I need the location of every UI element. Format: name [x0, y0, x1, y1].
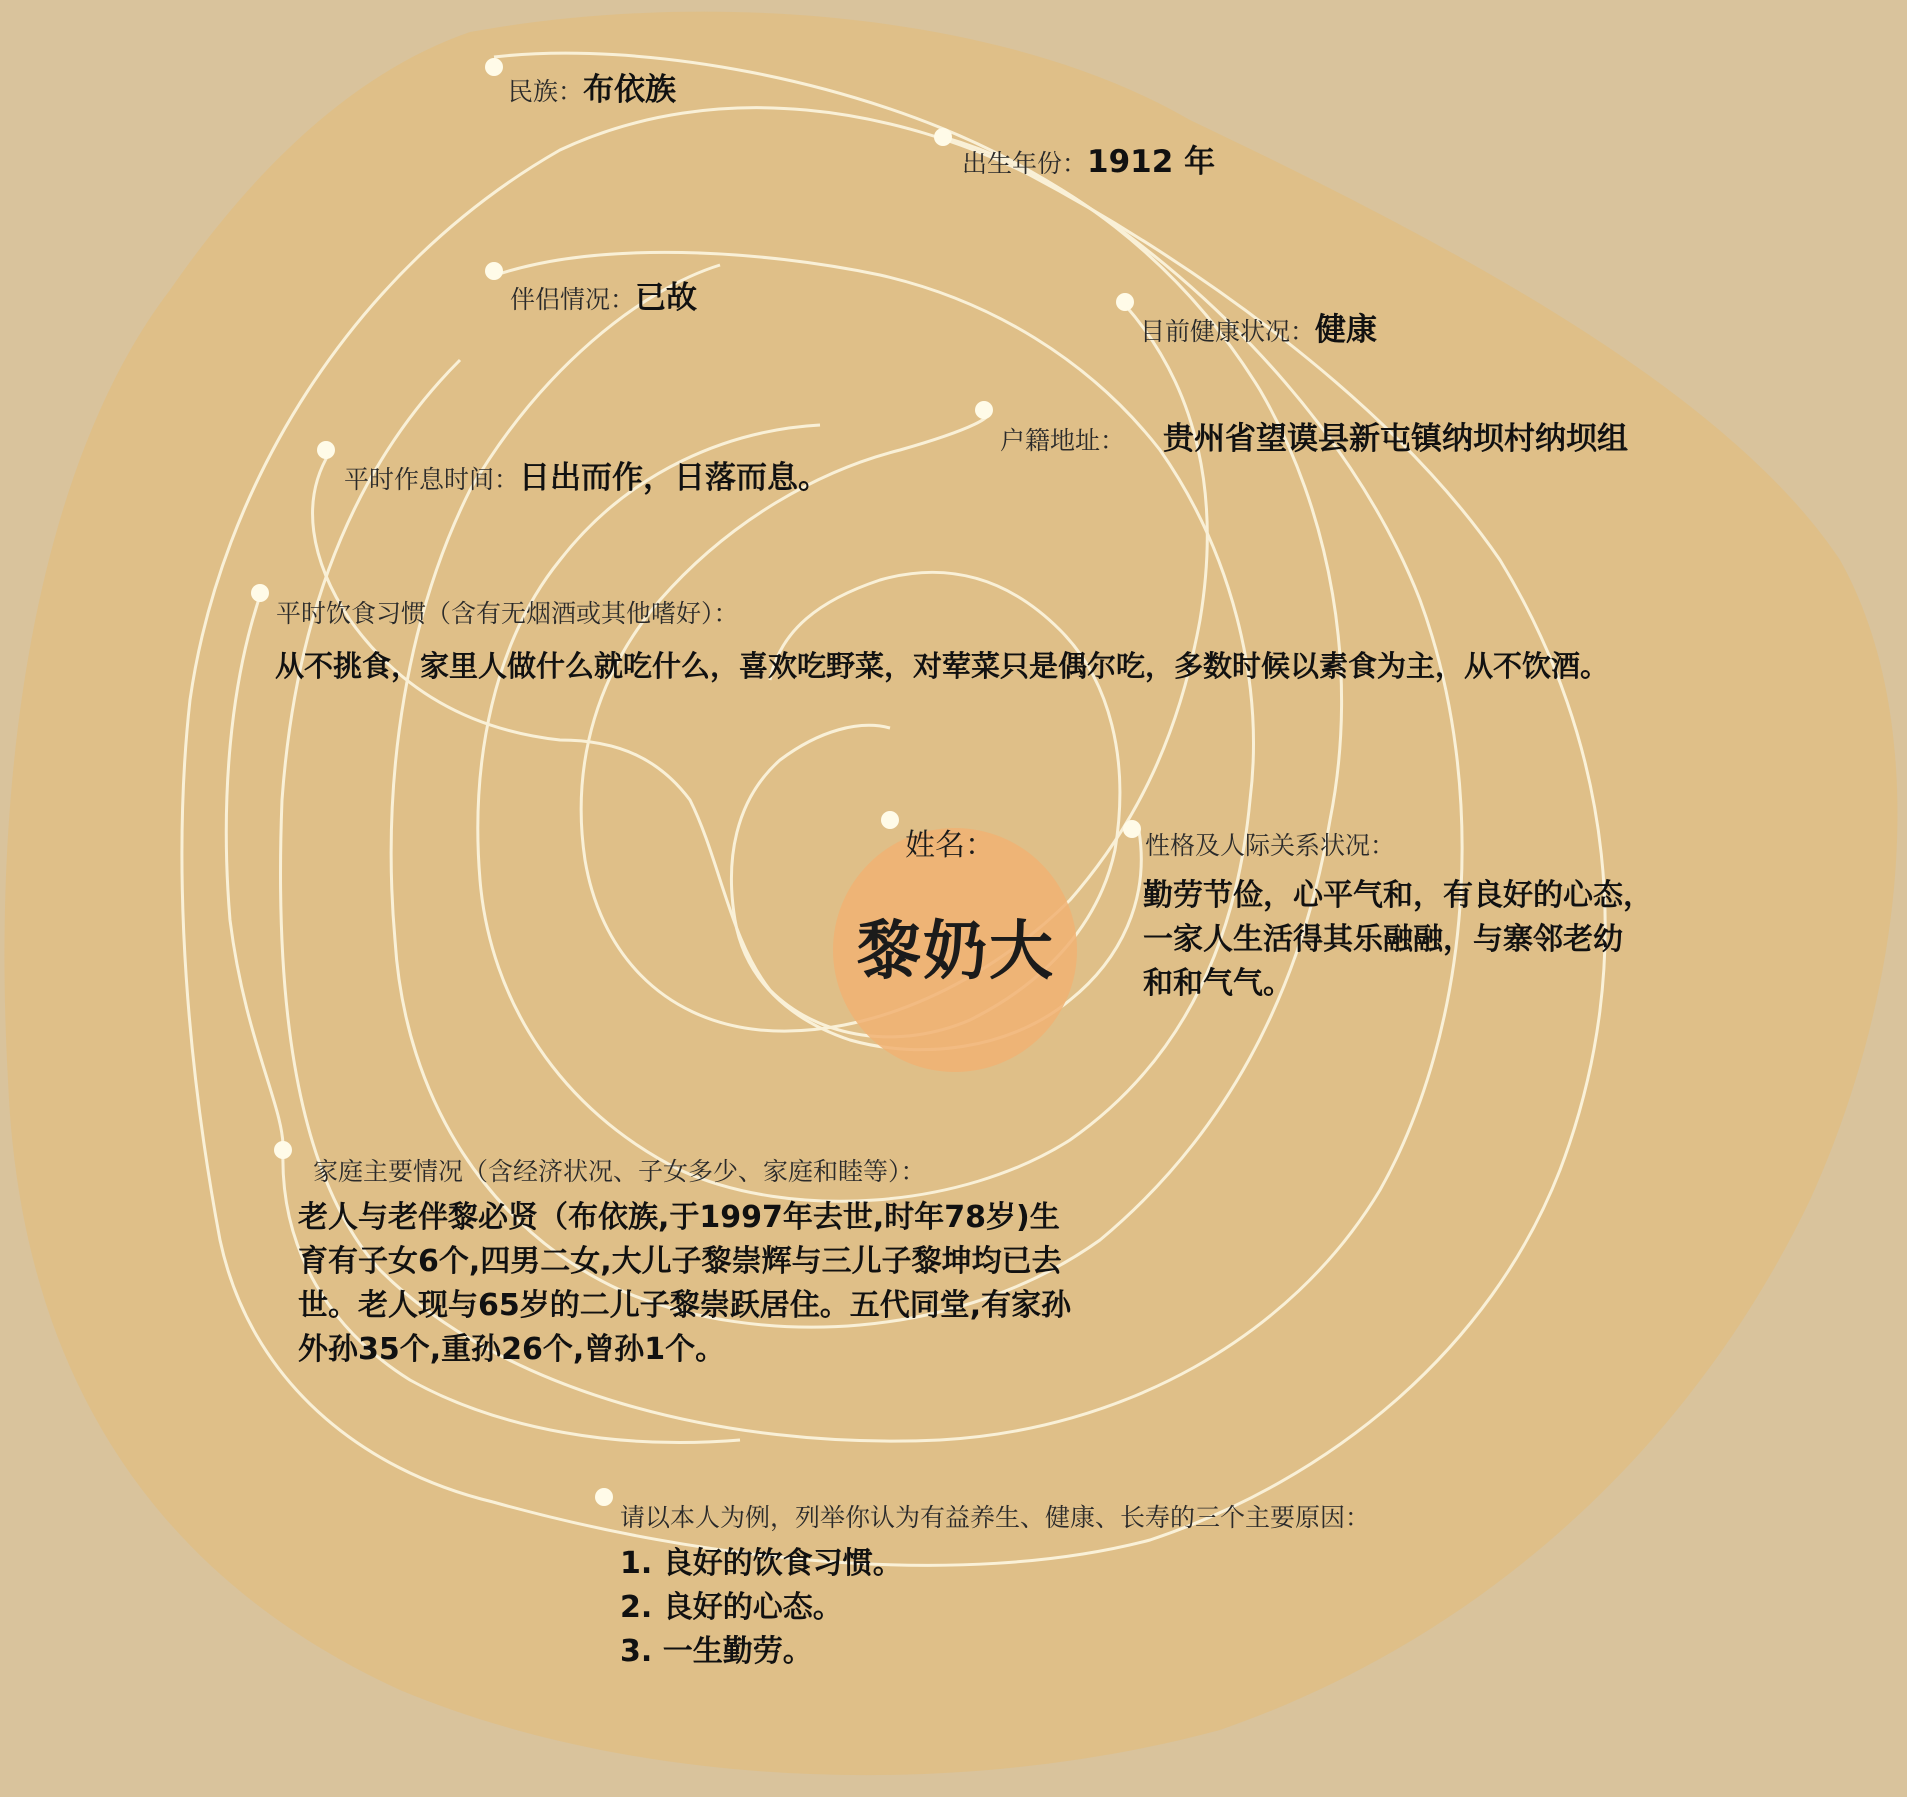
family-text — [298, 1196, 1258, 1372]
ethnicity-label: 民族： — [508, 77, 584, 106]
personality-line: 和和气气。 — [1143, 966, 1293, 1001]
marker-dot — [934, 128, 952, 146]
family-line: 外孙35个,重孙26个,曾孙1个。 — [298, 1332, 726, 1367]
schedule-label: 平时作息时间： — [344, 465, 520, 494]
marker-dot — [881, 811, 899, 829]
family-line: 育有子女6个,四男二女,大儿子黎崇辉与三儿子黎坤均已去 — [298, 1244, 1062, 1279]
marker-dot — [274, 1141, 292, 1159]
marker-dot — [485, 262, 503, 280]
personality-line: 勤劳节俭，心平气和，有良好的心态， — [1143, 878, 1653, 913]
health-row — [1140, 304, 1377, 349]
birth-year-row — [962, 136, 1215, 181]
marker-dot — [975, 401, 993, 419]
address-value: 贵州省望谟县新屯镇纳坝村纳坝组 — [1163, 421, 1629, 457]
marker-dot — [595, 1488, 613, 1506]
ethnicity-value: 布依族 — [583, 72, 677, 108]
address-row — [1000, 413, 1628, 458]
name-label: 姓名： — [905, 828, 995, 863]
personality-label: 性格及人际关系状况： — [1145, 831, 1396, 860]
family-label: 家庭主要情况（含经济状况、子女多少、家庭和睦等）： — [313, 1157, 926, 1186]
ethnicity-row — [508, 64, 676, 109]
partner-value: 已故 — [635, 280, 698, 316]
diet-label: 平时饮食习惯（含有无烟酒或其他嗜好）： — [276, 599, 739, 628]
reason-item: 2. 良好的心态。 — [620, 1590, 843, 1625]
diet-value: 从不挑食，家里人做什么就吃什么，喜欢吃野菜，对荤菜只是偶尔吃，多数时候以素食为主，从不饮酒。 — [275, 649, 1610, 683]
personality-line: 一家人生活得其乐融融，与寨邻老幼 — [1143, 922, 1623, 957]
birth-year-label: 出生年份： — [962, 149, 1088, 178]
marker-dot — [251, 584, 269, 602]
birth-year-value: 1912 年 — [1087, 144, 1216, 180]
marker-dot — [1116, 293, 1134, 311]
schedule-value: 日出而作，日落而息。 — [519, 460, 830, 496]
family-line: 老人与老伴黎必贤（布依族,于1997年去世,时年78岁)生 — [298, 1200, 1060, 1235]
partner-label: 伴侣情况： — [510, 285, 636, 314]
marker-dot — [485, 58, 503, 76]
family-line: 世。老人现与65岁的二儿子黎崇跃居住。五代同堂,有家孙 — [298, 1288, 1072, 1323]
health-label: 目前健康状况： — [1140, 317, 1316, 346]
reason-item: 1. 良好的饮食习惯。 — [620, 1546, 903, 1581]
partner-row — [510, 272, 697, 317]
health-value: 健康 — [1315, 312, 1378, 348]
schedule-row — [344, 452, 829, 497]
reason-item: 3. 一生勤劳。 — [620, 1634, 813, 1669]
marker-dot — [1123, 820, 1141, 838]
person-name: 黎奶大 — [857, 914, 1055, 989]
reasons-label: 请以本人为例，列举你认为有益养生、健康、长寿的三个主要原因： — [620, 1503, 1371, 1532]
reasons-list — [620, 1542, 1220, 1674]
marker-dot — [317, 441, 335, 459]
address-label: 户籍地址： — [1000, 426, 1126, 455]
personality-text — [1143, 874, 1783, 1006]
